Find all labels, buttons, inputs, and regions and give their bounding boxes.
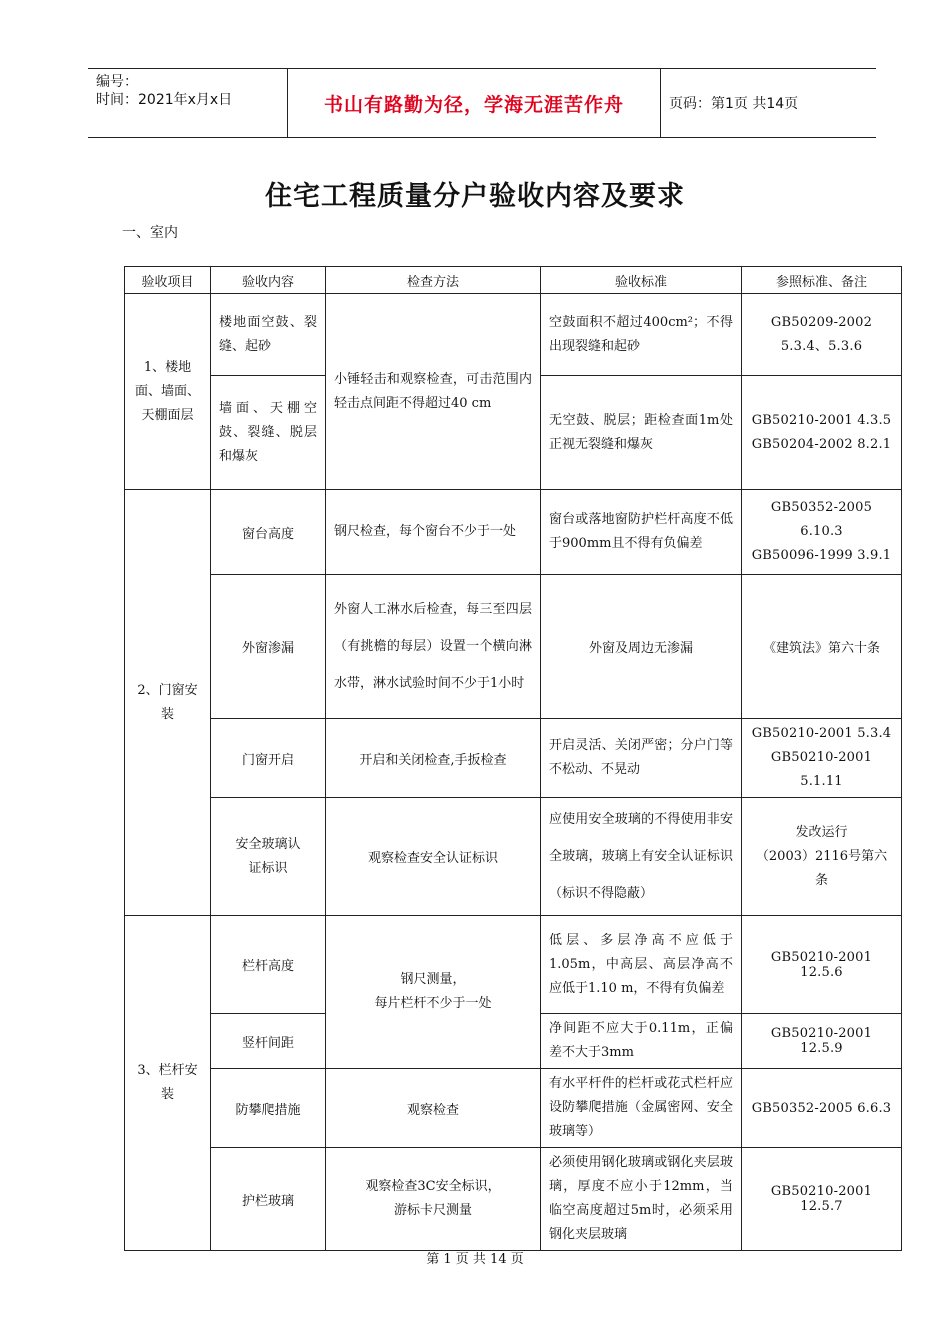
serial-label: 编号： bbox=[96, 74, 138, 90]
standard-cell: 有水平杆件的栏杆或花式栏杆应设防攀爬措施（金属密网、安全玻璃等） bbox=[541, 1069, 742, 1148]
ref-cell: 《建筑法》第六十条 bbox=[742, 575, 902, 719]
table-row bbox=[125, 1148, 902, 1251]
header-cell: 验收标准 bbox=[541, 267, 742, 294]
method-cell: 钢尺检查，每个窗台不少于一处 bbox=[326, 490, 541, 575]
ref-cell: GB50352-2005 6.6.3 bbox=[742, 1069, 902, 1148]
content-cell: 护栏玻璃 bbox=[211, 1148, 326, 1251]
header-cell: 验收内容 bbox=[211, 267, 326, 294]
ref-cell: GB50210-2001 12.5.7 bbox=[742, 1148, 902, 1251]
time-label: 时间：2021年x月x日 bbox=[96, 92, 233, 108]
header-cell: 检查方法 bbox=[326, 267, 541, 294]
method-cell: 观察检查3C安全标识， 游标卡尺测量 bbox=[326, 1148, 541, 1251]
table-row bbox=[125, 294, 902, 376]
content-cell: 外窗渗漏 bbox=[211, 575, 326, 719]
table-header-row bbox=[125, 267, 902, 294]
page-footer: 第 1 页 共 14 页 bbox=[426, 1252, 524, 1267]
header-cell: 参照标准、备注 bbox=[742, 267, 902, 294]
method-cell: 小锤轻击和观察检查，可击范围内轻击点间距不得超过40 cm bbox=[326, 294, 541, 490]
table-row bbox=[125, 719, 902, 798]
content-cell: 安全玻璃认证标识 bbox=[211, 798, 326, 916]
method-cell: 钢尺测量， 每片栏杆不少于一处 bbox=[326, 916, 541, 1069]
standard-cell: 低层、多层净高不应低于1.05m，中高层、高层净高不应低于1.10 m，不得有负偏差 bbox=[541, 916, 742, 1014]
header-cell: 验收项目 bbox=[125, 267, 211, 294]
content-cell: 门窗开启 bbox=[211, 719, 326, 798]
content-cell: 窗台高度 bbox=[211, 490, 326, 575]
method-cell: 观察检查 bbox=[326, 1069, 541, 1148]
ref-cell: GB50210-2001 5.3.4 GB50210-2001 5.1.11 bbox=[742, 719, 902, 798]
ref-cell: GB50210-2001 12.5.9 bbox=[742, 1014, 902, 1069]
content-cell: 楼地面空鼓、裂缝、起砂 bbox=[211, 294, 326, 376]
table-row bbox=[125, 490, 902, 575]
standard-cell: 净间距不应大于0.11m，正偏差不大于3mm bbox=[541, 1014, 742, 1069]
method-cell: 开启和关闭检查,手扳检查 bbox=[326, 719, 541, 798]
content-cell: 防攀爬措施 bbox=[211, 1069, 326, 1148]
item-cell: 2、门窗安装 bbox=[125, 490, 211, 916]
ref-cell: 发改运行 （2003）2116号第六条 bbox=[742, 798, 902, 916]
standard-cell: 应使用安全玻璃的不得使用非安全玻璃，玻璃上有安全认证标识（标识不得隐蔽） bbox=[541, 798, 742, 916]
header-meta bbox=[88, 69, 288, 137]
table-row bbox=[125, 916, 902, 1014]
item-cell: 3、栏杆安装 bbox=[125, 916, 211, 1251]
table-row bbox=[125, 1069, 902, 1148]
ref-cell: GB50209-2002 5.3.4、5.3.6 bbox=[742, 294, 902, 376]
content-cell: 栏杆高度 bbox=[211, 916, 326, 1014]
header-page-cell bbox=[661, 69, 876, 137]
ref-cell: GB50210-2001 4.3.5 GB50204-2002 8.2.1 bbox=[742, 376, 902, 490]
motto-text: 书山有路勤为径，学海无涯苦作舟 bbox=[323, 94, 624, 116]
table-row bbox=[125, 798, 902, 916]
page-info: 页码：第1页 共14页 bbox=[669, 96, 799, 112]
method-cell: 观察检查安全认证标识 bbox=[326, 798, 541, 916]
standard-cell: 外窗及周边无渗漏 bbox=[541, 575, 742, 719]
content-cell: 墙面、天棚空鼓、裂缝、脱层和爆灰 bbox=[211, 376, 326, 490]
standard-cell: 空鼓面积不超过400cm²；不得出现裂缝和起砂 bbox=[541, 294, 742, 376]
header-motto-cell bbox=[288, 69, 661, 137]
ref-cell: GB50210-2001 12.5.6 bbox=[742, 916, 902, 1014]
table-row bbox=[125, 575, 902, 719]
item-cell: 1、楼地面、墙面、天棚面层 bbox=[125, 294, 211, 490]
page-header bbox=[88, 68, 876, 138]
section-heading: 一、室内 bbox=[122, 225, 178, 241]
inspection-table bbox=[124, 266, 902, 1251]
standard-cell: 窗台或落地窗防护栏杆高度不低于900mm且不得有负偏差 bbox=[541, 490, 742, 575]
method-cell: 外窗人工淋水后检查，每三至四层（有挑檐的每层）设置一个横向淋水带，淋水试验时间不少于1小时 bbox=[326, 575, 541, 719]
standard-cell: 无空鼓、脱层；距检查面1m处正视无裂缝和爆灰 bbox=[541, 376, 742, 490]
standard-cell: 开启灵活、关闭严密；分户门等不松动、不晃动 bbox=[541, 719, 742, 798]
document-title: 住宅工程质量分户验收内容及要求 bbox=[265, 181, 685, 212]
standard-cell: 必须使用钢化玻璃或钢化夹层玻璃，厚度不应小于12mm，当临空高度超过5m时，必须采用钢化夹层玻璃 bbox=[541, 1148, 742, 1251]
ref-cell: GB50352-2005 6.10.3 GB50096-1999 3.9.1 bbox=[742, 490, 902, 575]
content-cell: 竖杆间距 bbox=[211, 1014, 326, 1069]
